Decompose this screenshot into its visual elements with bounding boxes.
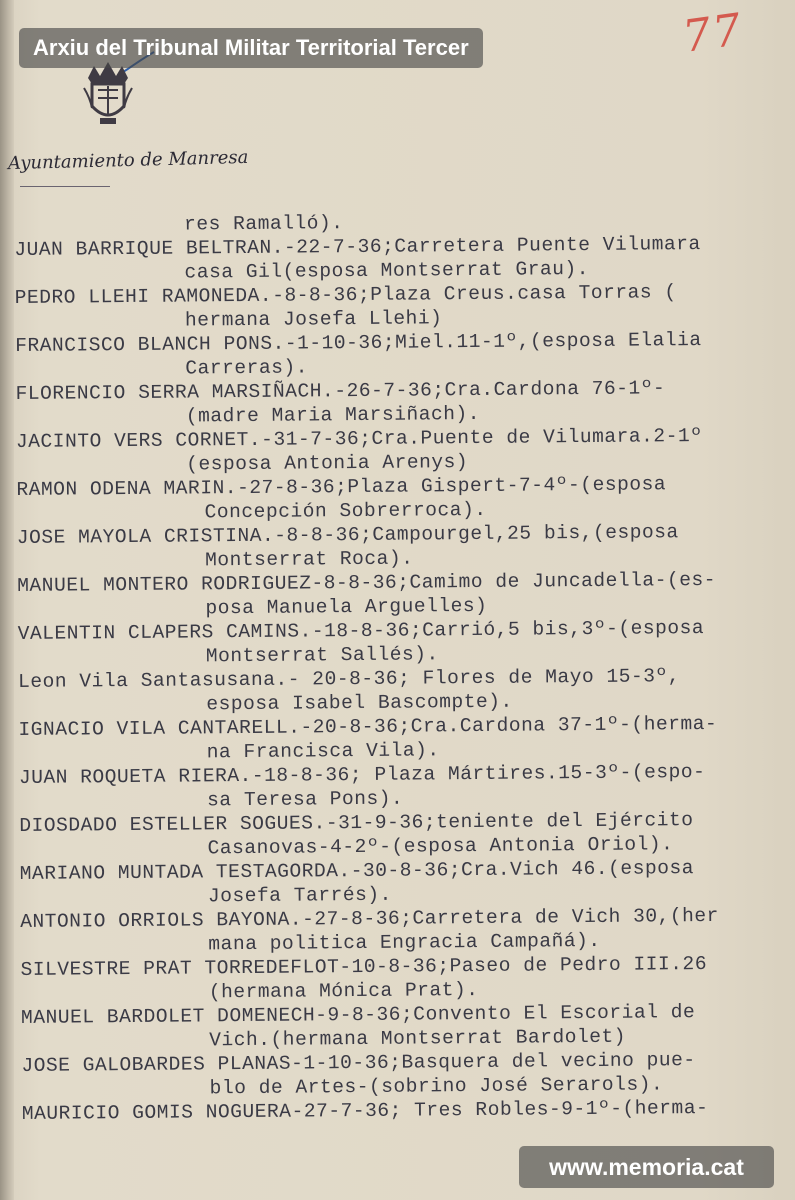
entry-line: FRANCISCO BLANCH PONS.-1-10-36;Miel.11-1º,(esposa Elalia xyxy=(15,329,702,357)
entry-continuation-line: Vich.(hermana Montserrat Bardolet) xyxy=(209,1025,627,1052)
entry-line: MARIANO MUNTADA TESTAGORDA.-30-8-36;Cra.Vich 46.(esposa xyxy=(19,857,695,885)
letterhead-rule xyxy=(20,186,110,187)
entry-line: DIOSDADO ESTELLER SOGUES.-31-9-36;teniente del Ejército xyxy=(19,809,694,837)
typed-list xyxy=(14,207,795,1126)
entry-continuation-line: (madre Maria Marsiñach). xyxy=(185,402,481,428)
entry-continuation-line: casa Gil(esposa Montserrat Grau). xyxy=(184,257,590,284)
entry-line: FLORENCIO SERRA MARSIÑACH.-26-7-36;Cra.Cardona 76-1º- xyxy=(15,377,666,405)
entry-continuation-line: Concepción Sobrerroca). xyxy=(204,498,487,524)
entry-line: VALENTIN CLAPERS CAMINS.-18-8-36;Carrió,5 bis,3º-(esposa xyxy=(17,616,705,645)
entry-line: RAMON ODENA MARIN.-27-8-36;Plaza Gispert-7-4º-(esposa xyxy=(16,473,667,501)
entry-line: SILVESTRE PRAT TORREDEFLOT-10-8-36;Paseo de Pedro III.26 xyxy=(20,952,708,981)
entry-line: JACINTO VERS CORNET.-31-7-36;Cra.Puente de Vilumara.2-1º xyxy=(15,425,703,453)
website-watermark[interactable]: www.memoria.cat xyxy=(519,1146,774,1188)
entry-line: JUAN ROQUETA RIERA.-18-8-36; Plaza Mártires.15-3º-(espo- xyxy=(18,760,706,789)
entry-continuation-line: Montserrat Sallés). xyxy=(205,643,439,668)
entry-line: PEDRO LLEHI RAMONEDA.-8-8-36;Plaza Creus.casa Torras ( xyxy=(14,281,677,309)
entry-continuation-line: Josefa Tarrés). xyxy=(207,883,392,908)
entry-line: IGNACIO VILA CANTARELL.-20-8-36;Cra.Cardona 37-1º-(herma- xyxy=(18,712,718,741)
entry-continuation-line: Casanovas-4-2º-(esposa Antonia Oriol). xyxy=(207,833,674,860)
entry-continuation-line: res Ramalló). xyxy=(184,212,344,236)
entry-line: JOSE MAYOLA CRISTINA.-8-8-36;Campourgel,25 bis,(esposa xyxy=(16,521,679,549)
entry-line: MANUEL MONTERO RODRIGUEZ-8-8-36;Camimo de Juncadella-(es- xyxy=(17,568,717,597)
entry-continuation-line: posa Manuela Arguelles) xyxy=(205,594,488,620)
entry-line: JUAN BARRIQUE BELTRAN.-22-7-36;Carretera Puente Vilumara xyxy=(14,233,701,261)
entry-continuation-line: hermana Josefa Llehi) xyxy=(184,307,443,332)
entry-continuation-line: (esposa Antonia Arenys) xyxy=(186,451,469,476)
entry-line: ANTONIO ORRIOLS BAYONA.-27-8-36;Carretera de Vich 30,(her xyxy=(20,904,719,933)
entry-continuation-line: Montserrat Roca). xyxy=(204,547,414,572)
entry-line: MAURICIO GOMIS NOGUERA-27-7-36; Tres Robles-9-1º-(herma- xyxy=(21,1096,709,1125)
entry-line: JOSE GALOBARDES PLANAS-1-10-36;Basquera del vecino pue- xyxy=(21,1049,696,1077)
entry-line: MANUEL BARDOLET DOMENECH-9-8-36;Convento El Escorial de xyxy=(20,1001,696,1029)
entry-continuation-line: mana politica Engracia Campañá). xyxy=(208,929,601,956)
entry-continuation-line: na Francisca Vila). xyxy=(206,739,440,764)
entry-continuation-line: (hermana Mónica Prat). xyxy=(208,978,479,1004)
entry-continuation-line: Carreras). xyxy=(185,356,309,380)
archive-watermark: Arxiu del Tribunal Militar Territorial Tercer xyxy=(19,28,483,68)
folio-number: 77 xyxy=(679,4,747,63)
entry-continuation-line: sa Teresa Pons). xyxy=(207,787,404,812)
page-binding-edge xyxy=(0,0,14,1200)
entry-continuation-line: blo de Artes-(sobrino José Serarols). xyxy=(209,1073,664,1100)
letterhead-title: Ayuntamiento de Manresa xyxy=(7,146,249,175)
entry-line: Leon Vila Santasusana.- 20-8-36; Flores de Mayo 15-3º, xyxy=(17,665,681,693)
entry-continuation-line: esposa Isabel Bascompte). xyxy=(206,690,513,716)
coat-of-arms-icon xyxy=(80,58,136,130)
